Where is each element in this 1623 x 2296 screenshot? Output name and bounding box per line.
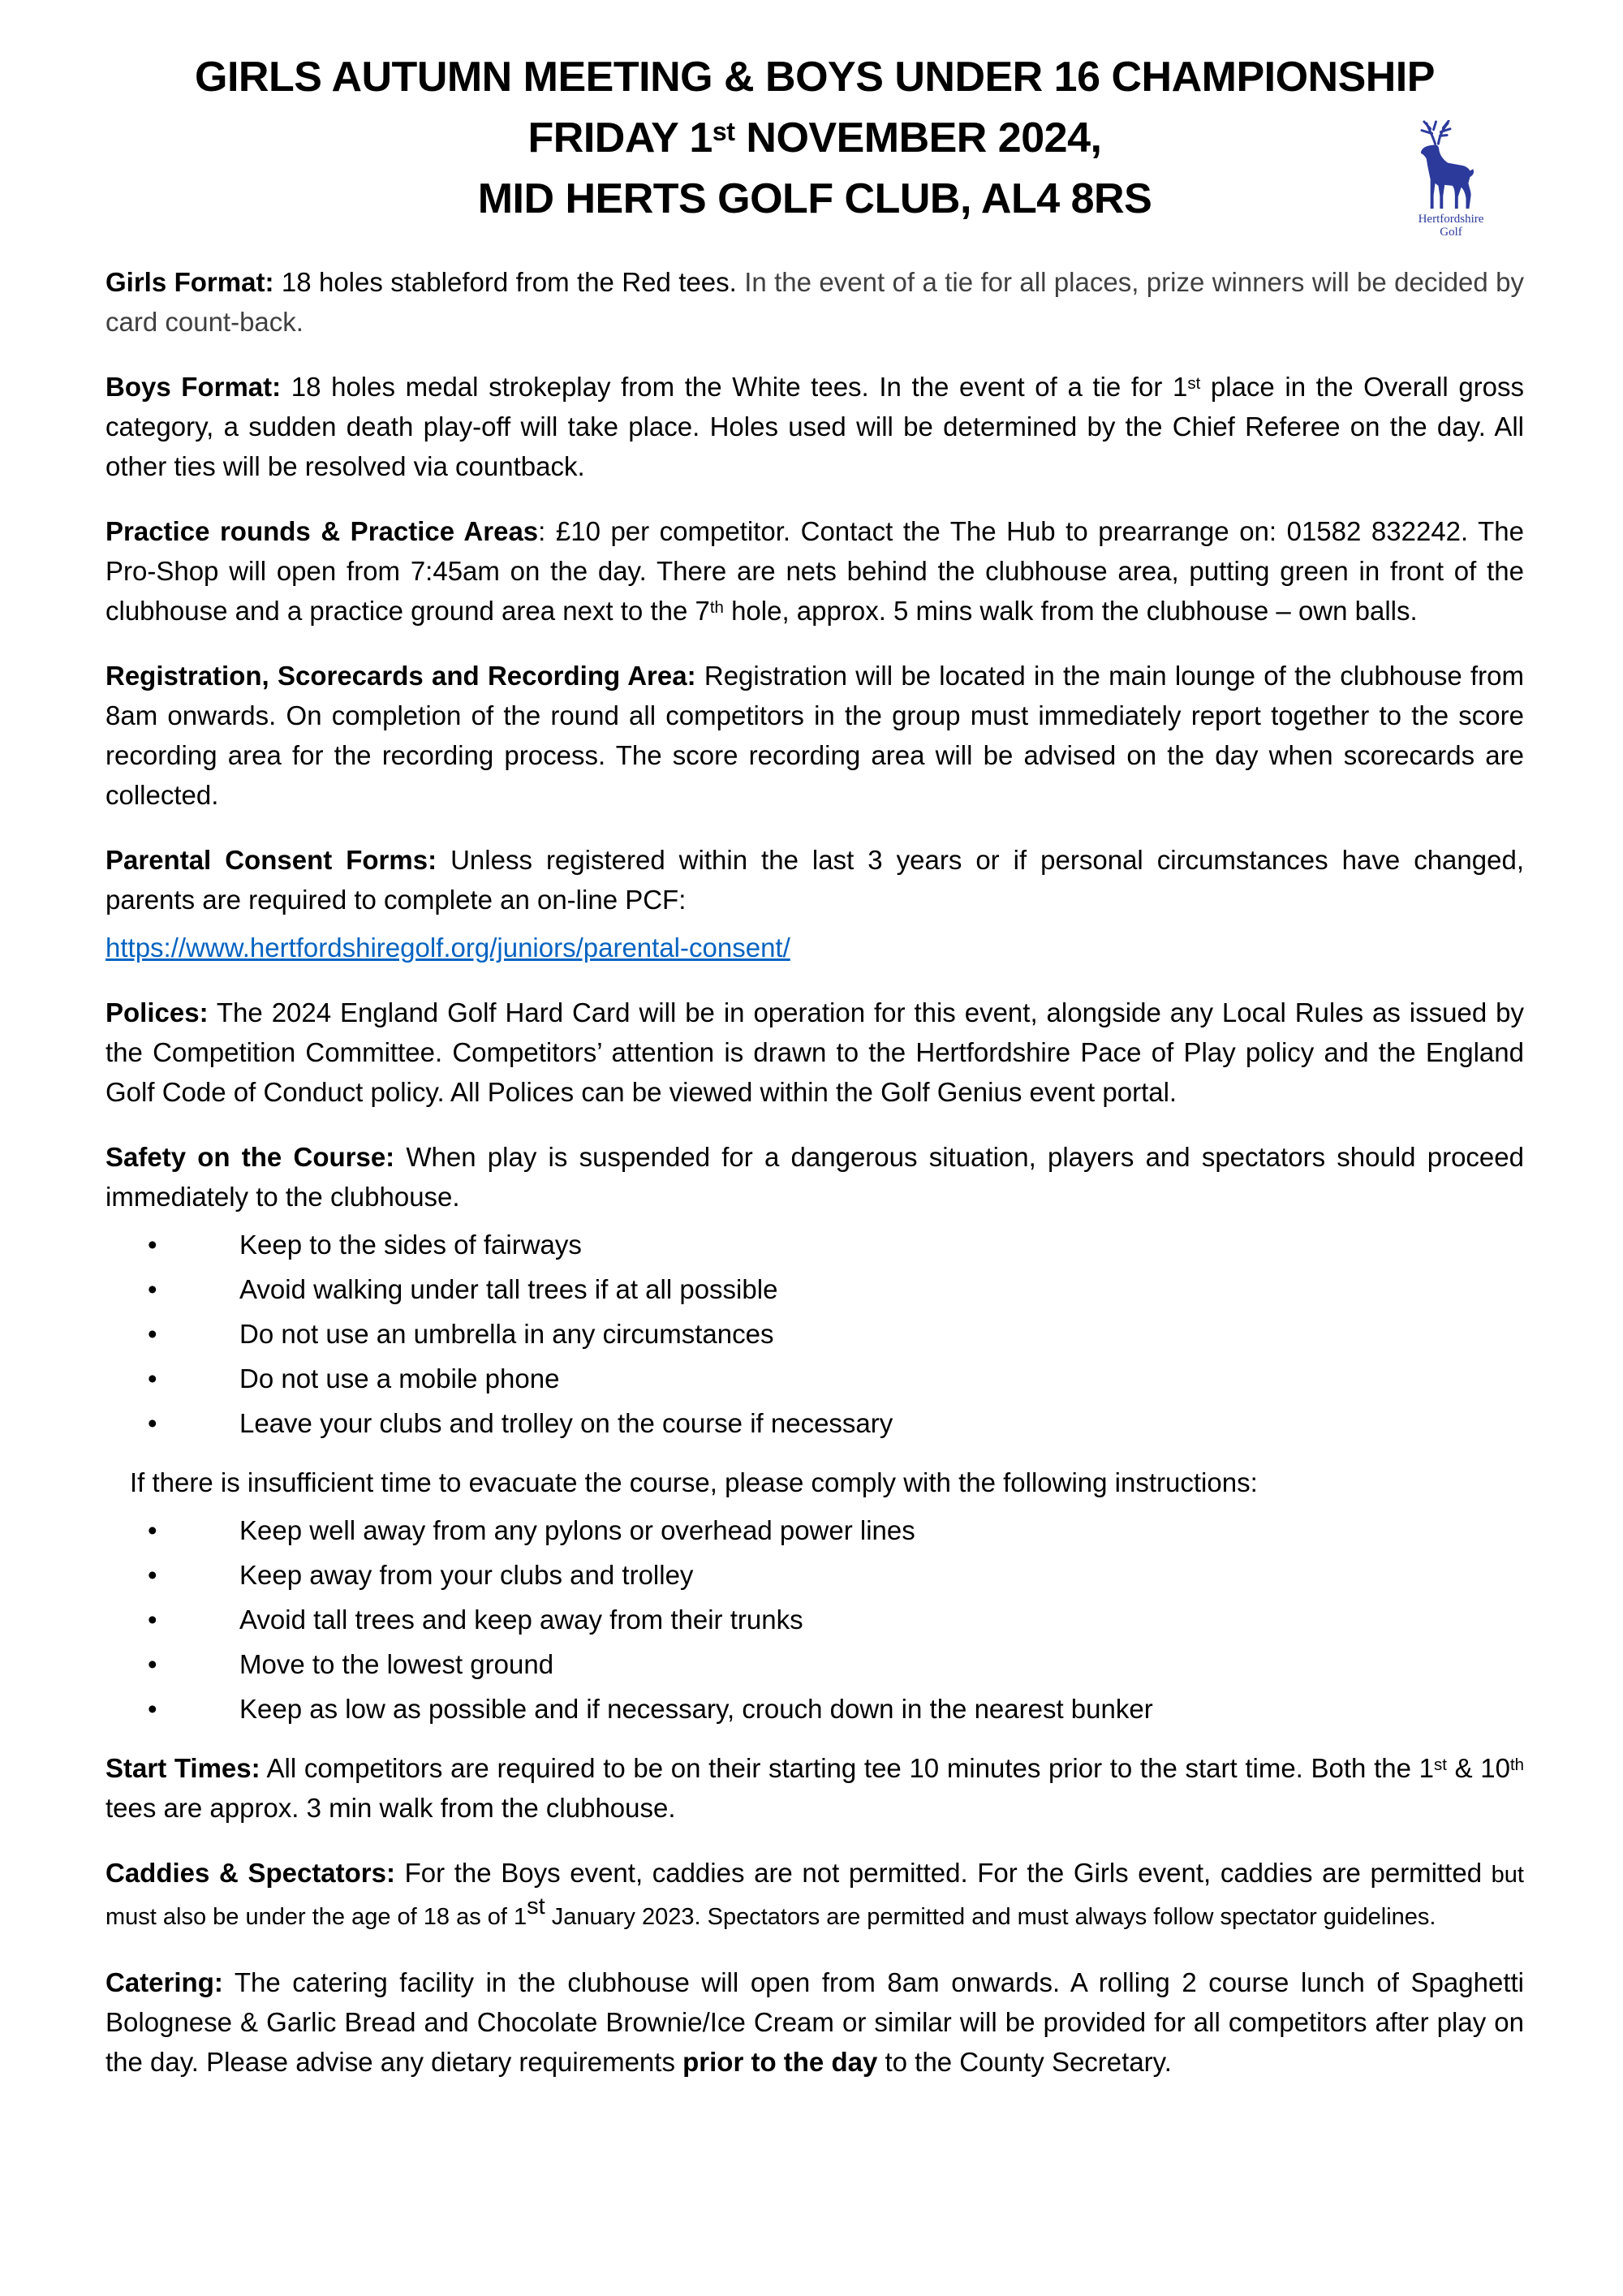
caddies-spectators-paragraph: Caddies & Spectators: For the Boys event, caddies are not permitted. For the Girls event, caddies are permitted but must also be under the age of 18 as of 1st January 2023. Spectators are permitted and must always follow spectator guidelines. [105, 1858, 1524, 1930]
polices-label: Polices: [105, 997, 209, 1027]
start-times-label: Start Times: [105, 1753, 260, 1783]
safety-label: Safety on the Course: [105, 1142, 395, 1172]
hertfordshire-golf-logo [1401, 120, 1501, 239]
document-title [105, 47, 1524, 230]
safety-bullet-list [105, 1225, 1524, 1443]
parental-consent-link-line [105, 928, 1524, 967]
safety-bullet: • Do not use a mobile phone [105, 1359, 1524, 1398]
page-title-line3: MID HERTS GOLF CLUB, AL4 8RS [477, 175, 1152, 222]
stag-icon [1410, 120, 1492, 211]
start-times-paragraph: Start Times: All competitors are required to be on their starting tee 10 minutes prior to the start time. Both the 1st & 10th tees are approx. 3 min walk from the clubhouse. [105, 1753, 1525, 1823]
evacuation-intro: If there is insufficient time to evacuate the course, please comply with the following instructions: [130, 1467, 1258, 1497]
catering-paragraph: Catering: The catering facility in the clubhouse will open from 8am onwards. A rolling 2 course lunch of Spaghetti Bolognese & Garlic Bread and Chocolate Brownie/Ice Cream or similar will be provided for all competitors after play on the day. Please advise any dietary requirements prior to the day to the County Secretary. [105, 1967, 1524, 2077]
polices-paragraph: Polices: The 2024 England Golf Hard Card will be in operation for this event, alongside any Local Rules as issued by the Competition Committee. Competitors’ attention is drawn to the Hertfordshire Pace of Play policy and the England Golf Code of Conduct policy. All Polices can be viewed within the Golf Genius event portal. [105, 997, 1524, 1107]
registration-label: Registration, Scorecards and Recording Area: [105, 661, 696, 691]
safety-bullet: • Do not use an umbrella in any circumstances [105, 1314, 1524, 1354]
safety-bullet: • Leave your clubs and trolley on the course if necessary [105, 1403, 1524, 1443]
practice-rounds-label: Practice rounds & Practice Areas [105, 516, 539, 546]
evacuation-bullet: • Move to the lowest ground [105, 1644, 1524, 1684]
registration-paragraph: Registration, Scorecards and Recording Area: Registration will be located in the main lounge of the clubhouse from 8am onwards. On completion of the round all competitors in the group must immediately report together to the score recording area for the recording process. The score recording area will be advised on the day when scorecards are collected. [105, 661, 1524, 810]
boys-format-paragraph: Boys Format: 18 holes medal strokeplay from the White tees. In the event of a tie for 1st place in the Overall gross category, a sudden death play-off will take place. Holes used will be determined by the Chief Referee on the day. All other ties will be resolved via countback. [105, 372, 1525, 481]
evacuation-bullet-list [105, 1510, 1524, 1729]
parental-consent-link[interactable]: https://www.hertfordshiregolf.org/juniors/parental-consent/ [105, 933, 790, 963]
boys-format-label: Boys Format: [105, 372, 282, 402]
practice-rounds-paragraph: Practice rounds & Practice Areas: £10 per competitor. Contact the The Hub to prearrange on: 01582 832242. The Pro-Shop will open from 7:45am on the day. There are nets behind the clubhouse area, putting green in front of the clubhouse and a practice ground area next to the 7th hole, approx. 5 mins walk from the clubhouse – own balls. [105, 516, 1524, 626]
girls-format-tie-note: In the event of a tie for all places, prize winners will be decided by card count-back. [105, 267, 1525, 337]
safety-paragraph: Safety on the Course: When play is suspended for a dangerous situation, players and spectators should proceed immediately to the clubhouse. [105, 1142, 1524, 1212]
girls-format-paragraph: Girls Format: 18 holes stableford from the Red tees. In the event of a tie for all places, prize winners will be decided by card count-back. [105, 267, 1525, 337]
org-name-line2: Golf [1440, 226, 1462, 239]
evacuation-bullet: • Keep away from your clubs and trolley [105, 1555, 1524, 1595]
girls-format-label: Girls Format: [105, 267, 274, 297]
org-name-line1: Hertfordshire [1418, 213, 1484, 226]
evacuation-bullet: • Keep well away from any pylons or overhead power lines [105, 1510, 1524, 1550]
catering-label: Catering: [105, 1967, 223, 1997]
page-title-line2: FRIDAY 1st NOVEMBER 2024, [527, 114, 1102, 162]
parental-consent-label: Parental Consent Forms: [105, 845, 437, 875]
page-title-line1: GIRLS AUTUMN MEETING & BOYS UNDER 16 CHAMPIONSHIP [195, 54, 1435, 101]
caddies-spectators-label: Caddies & Spectators: [105, 1858, 395, 1888]
safety-bullet: • Keep to the sides of fairways [105, 1225, 1524, 1264]
safety-bullet: • Avoid walking under tall trees if at all possible [105, 1269, 1524, 1309]
evacuation-bullet: • Keep as low as possible and if necessary, crouch down in the nearest bunker [105, 1689, 1524, 1729]
catering-prior-emphasis: prior to the day [682, 2047, 878, 2077]
evacuation-bullet: • Avoid tall trees and keep away from their trunks [105, 1600, 1524, 1639]
parental-consent-paragraph: Parental Consent Forms: Unless registered within the last 3 years or if personal circumstances have changed, parents are required to complete an on-line PCF: [105, 845, 1524, 915]
